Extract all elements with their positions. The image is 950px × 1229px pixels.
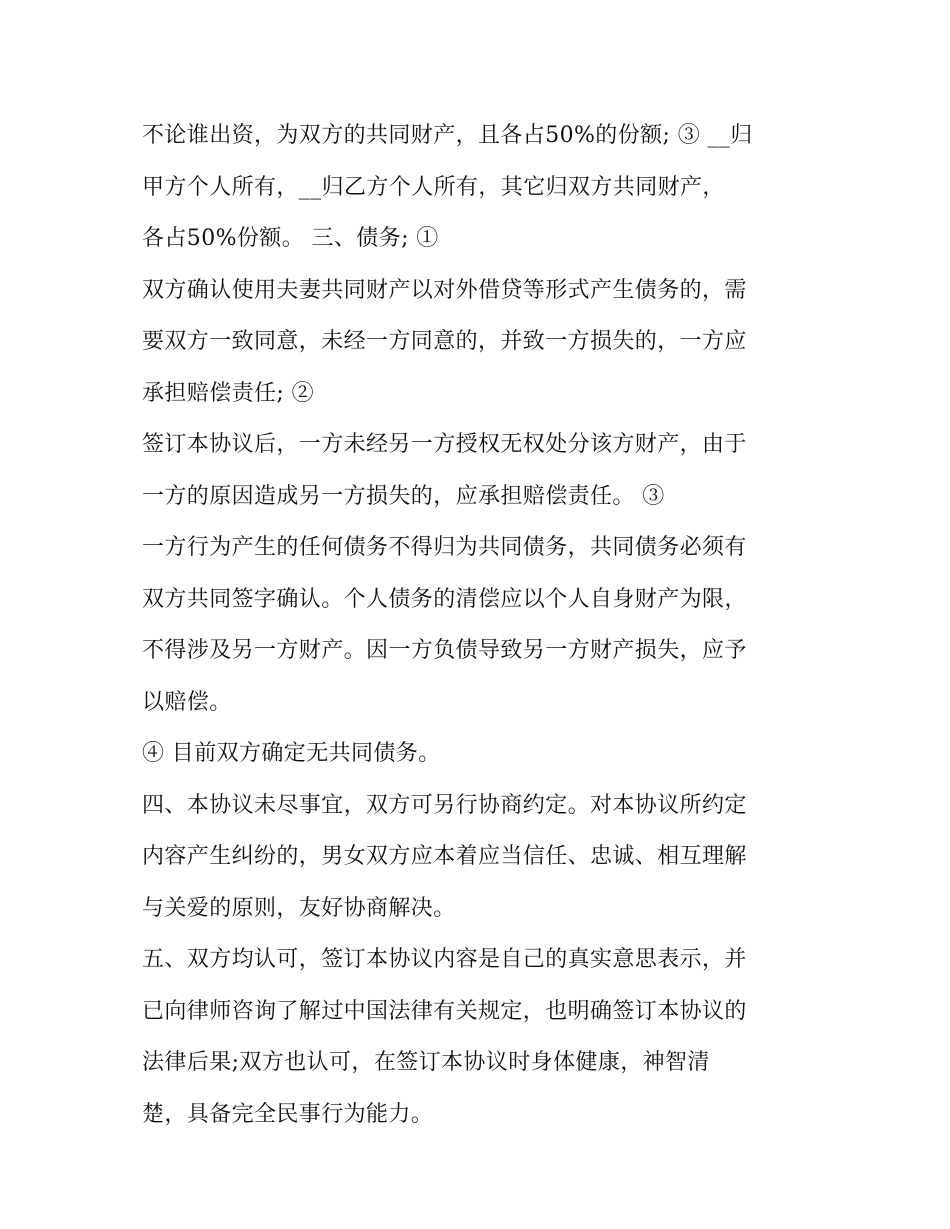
text-line: 法律后果;双方也认可，在签订本协议时身体健康，神智清 — [142, 1050, 710, 1075]
text-line: 不得涉及另一方财产。因一方负债导致另一方财产损失，应予 — [142, 638, 747, 663]
text-line: 与关爱的原则，友好协商解决。 — [142, 895, 456, 921]
text-line: 楚，具备完全民事行为能力。 — [142, 1101, 434, 1127]
text-line: 以赔偿。 — [142, 689, 232, 715]
text-line: 已向律师咨询了解过中国法律有关规定，也明确签订本协议的 — [142, 998, 747, 1024]
text-line: ④ 目前双方确定无共同债务。 — [142, 741, 441, 766]
text-line: 一方行为产生的任何债务不得归为共同债务，共同债务必须有 — [142, 535, 747, 560]
text-line: 内容产生纠纷的，男女双方应本着应当信任、忠诚、相互理解 — [142, 844, 747, 869]
text-line: 要双方一致同意，未经一方同意的，并致一方损失的，一方应 — [142, 329, 747, 354]
document-body-text — [142, 110, 822, 1140]
text-line: 双方共同签字确认。个人债务的清偿应以个人自身财产为限， — [142, 586, 747, 612]
text-line: 四、本协议未尽事宜，双方可另行协商约定。对本协议所约定 — [142, 792, 747, 818]
text-line: 一方的原因造成另一方损失的，应承担赔偿责任。 ③ — [142, 483, 665, 509]
text-line: 签订本协议后，一方未经另一方授权无权处分该方财产，由于 — [142, 432, 747, 457]
text-line: 各占50%份额。 三、债务; ① — [142, 226, 439, 251]
text-line: 五、双方均认可，签订本协议内容是自己的真实意思表示，并 — [142, 947, 747, 972]
text-line: 不论谁出资，为双方的共同财产，且各占50%的份额; ③ __归 — [142, 123, 753, 148]
text-line: 甲方个人所有，__归乙方个人所有，其它归双方共同财产， — [142, 174, 725, 200]
text-line: 承担赔偿责任; ② — [142, 380, 315, 406]
text-line: 双方确认使用夫妻共同财产以对外借贷等形式产生债务的，需 — [142, 277, 747, 303]
